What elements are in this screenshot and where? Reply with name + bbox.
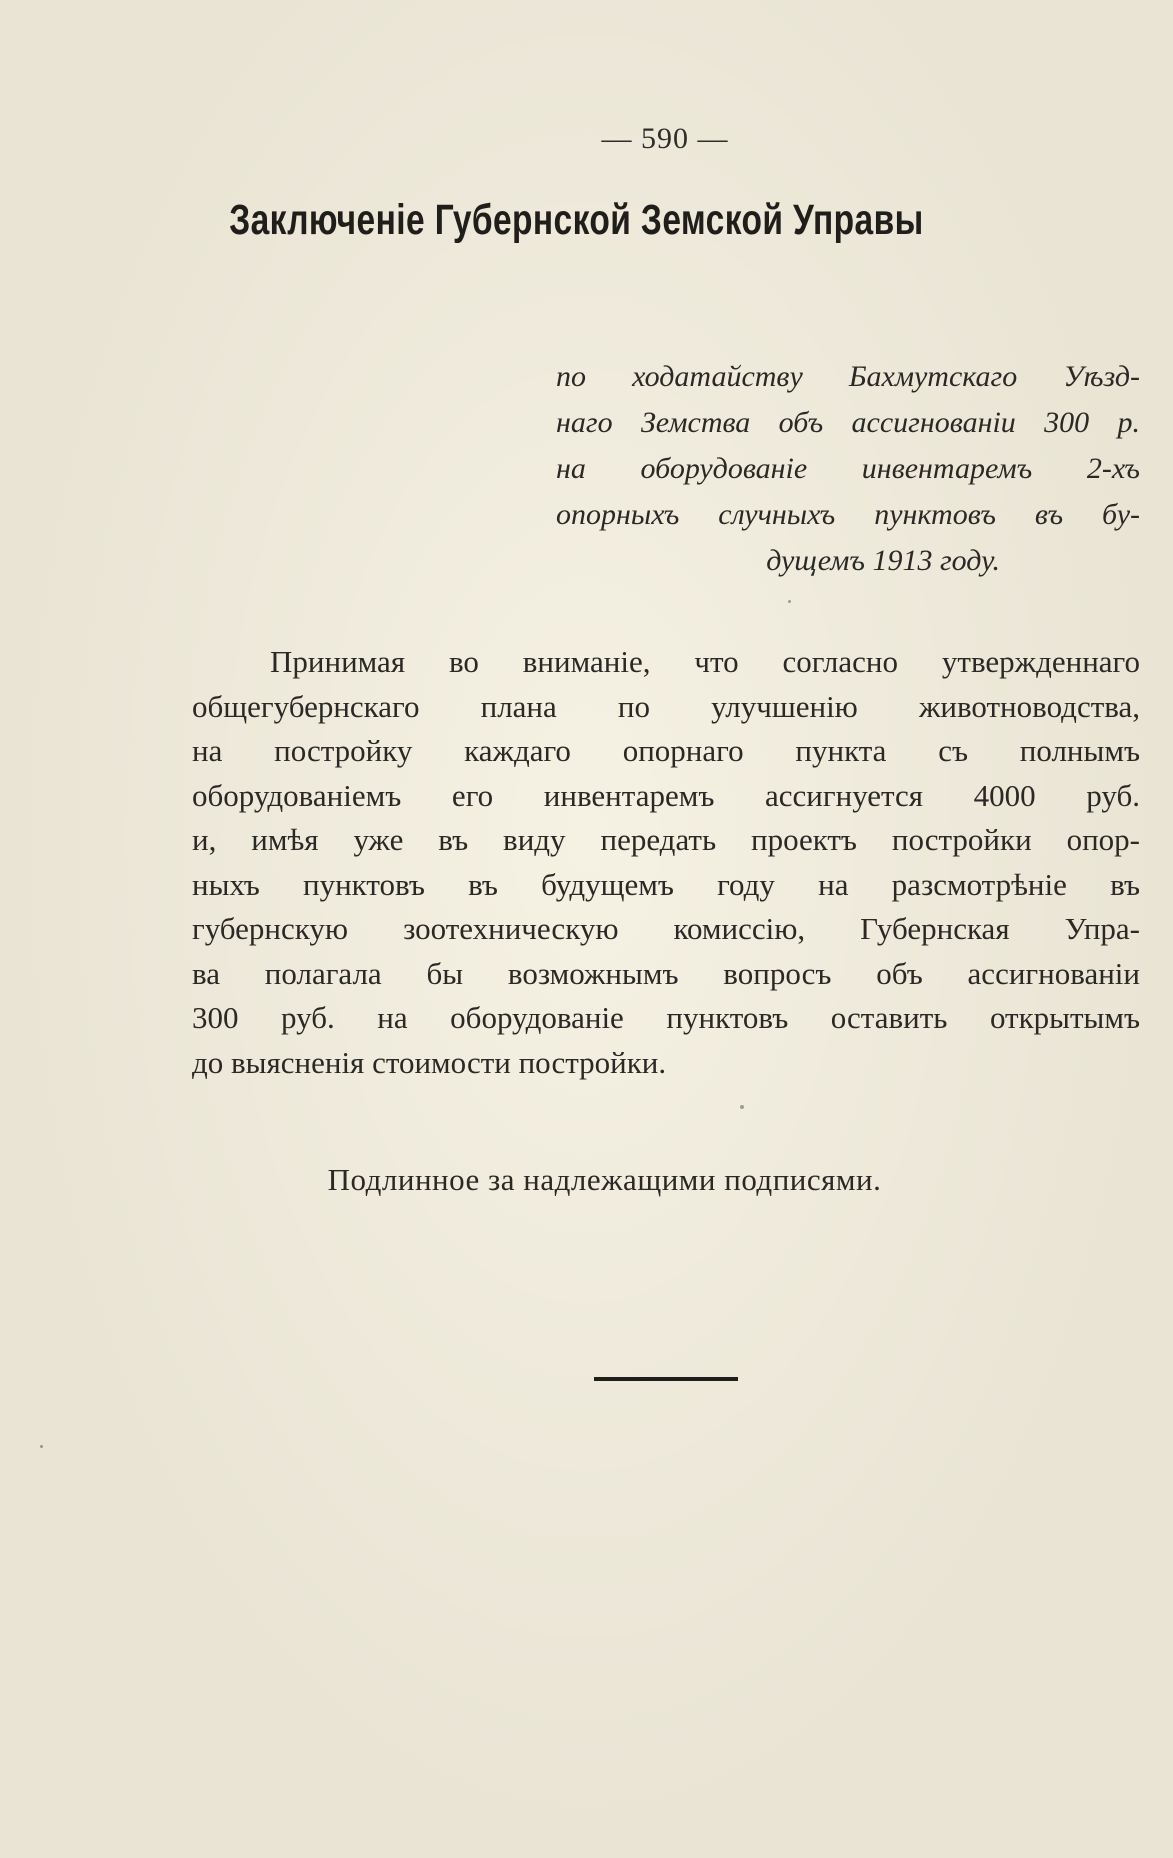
body-line: оборудованiемъ его инвентаремъ ассигнуется 4000 руб.: [192, 777, 1140, 813]
subject-line: дущемъ 1913 году.: [766, 544, 1000, 577]
body-line: ва полагала бы возможнымъ вопросъ объ ассигнованiи: [192, 955, 1140, 991]
body-line: до выясненiя стоимости постройки.: [192, 1044, 667, 1080]
paper-speck: [40, 1445, 43, 1448]
body-line: Принимая во вниманiе, что согласно утвержденнаго: [270, 644, 1140, 679]
paper-speck: [788, 600, 791, 603]
body-line: губернскую зоотехническую комиссiю, Губернская Упра-: [192, 911, 1140, 946]
paper-speck: [740, 1105, 744, 1109]
subject-line: наго Земства объ ассигнованiи 300 р.: [556, 406, 1140, 439]
end-rule: [594, 1377, 738, 1381]
body-line: ныхъ пунктовъ въ будущемъ году на разсмотрѣнiе въ: [192, 866, 1140, 902]
body-line: 300 руб. на оборудованiе пунктовъ оставить открытымъ: [192, 1000, 1140, 1035]
body-line: и, имѣя уже въ виду передать проектъ постройки опор-: [192, 822, 1140, 857]
subject-line: на оборудованiе инвентаремъ 2-хъ: [556, 452, 1140, 485]
closing-line: Подлинное за надлежащими подписями.: [327, 1162, 882, 1197]
body-line: на постройку каждаго опорнаго пункта съ полнымъ: [192, 733, 1140, 768]
subject-line: опорныхъ случныхъ пунктовъ въ бу-: [556, 498, 1140, 531]
subject-line: по ходатайству Бахмутскаго Уѣзд-: [556, 360, 1140, 393]
subject-block: [556, 354, 1140, 584]
page-number: — 590 —: [601, 122, 729, 155]
body-paragraph: [192, 640, 1140, 1085]
document-title: Заключенiе Губернской Земской Управы: [229, 196, 924, 244]
body-line: общегубернскаго плана по улучшенiю животноводства,: [192, 688, 1140, 724]
